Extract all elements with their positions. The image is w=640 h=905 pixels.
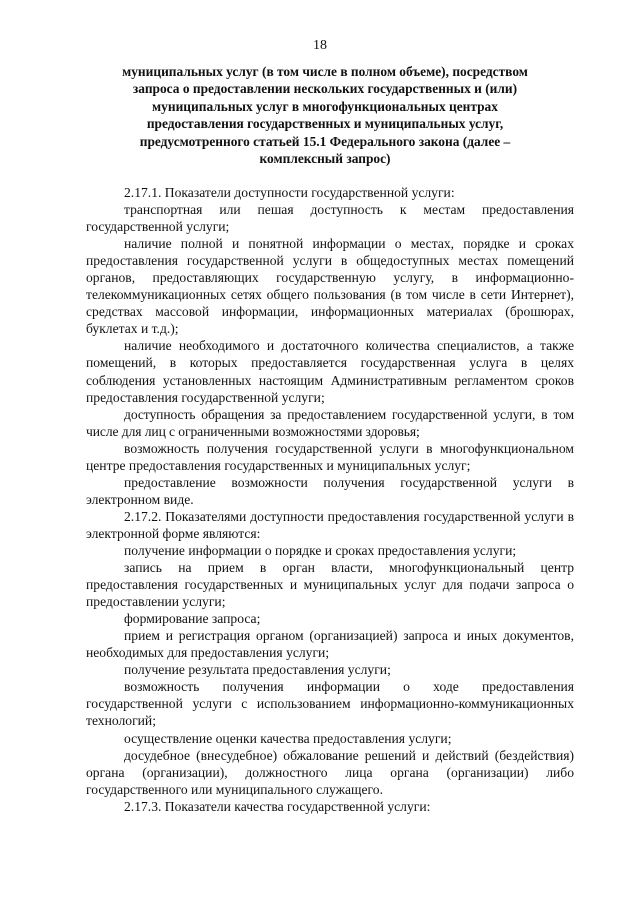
paragraph: получение информации о порядке и сроках предоставления услуги; bbox=[124, 542, 517, 558]
paragraph-2-17-3-title: 2.17.3. Показатели качества государственной услуги: bbox=[124, 798, 431, 814]
heading-line: запроса о предоставлении нескольких государственных и (или) bbox=[132, 81, 518, 97]
heading-line: предоставления государственных и муниципальных услуг, bbox=[146, 116, 504, 132]
paragraph: досудебное (внесудебное) обжалование решений и действий (бездействия) органа (организации), должностного лица органа (организации) либо государственного или муниципального служащего. bbox=[86, 747, 574, 797]
paragraph: прием и регистрация органом (организацией) запроса и иных документов, необходимых для предоставления услуги; bbox=[86, 628, 574, 661]
paragraph: запись на прием в орган власти, многофункциональный центр предоставления государственных и муниципальных услуг для подачи запроса о предоставлении услуги; bbox=[86, 560, 574, 610]
paragraph: доступность обращения за предоставлением государственной услуги, в том числе для лиц с ограниченными возможностями здоровья; bbox=[86, 406, 574, 439]
page-number: 18 bbox=[313, 38, 327, 53]
section-heading bbox=[90, 63, 560, 167]
paragraph: наличие полной и понятной информации о местах, порядке и сроках предоставления государственной услуги в общедоступных местах помещений органов, предоставляющих государственную услугу, в информационно-телекоммуникационных сетях общего пользования (в том числе в сети Интернет), средствах массовой информации, информационных материалах (брошюрах, буклетах и т.д.); bbox=[86, 236, 574, 337]
paragraph: формирование запроса; bbox=[124, 611, 261, 627]
paragraph: возможность получения государственной услуги в многофункциональном центре предоставления государственных и муниципальных услуг; bbox=[86, 440, 574, 473]
paragraph: получение результата предоставления услуги; bbox=[124, 662, 391, 678]
paragraph-2-17-2-title: 2.17.2. Показателями доступности предоставления государственной услуги в электронной форме являются: bbox=[86, 508, 574, 541]
paragraph-2-17-1-title: 2.17.1. Показатели доступности государственной услуги: bbox=[124, 185, 455, 200]
paragraph: возможность получения информации о ходе предоставления государственной услуги с использованием информационно-коммуникационных технологий; bbox=[86, 679, 574, 729]
paragraph: транспортная или пешая доступность к местам предоставления государственной услуги; bbox=[86, 202, 574, 235]
paragraph: осуществление оценки качества предоставления услуги; bbox=[124, 730, 452, 746]
body-text bbox=[86, 184, 574, 815]
heading-line: комплексный запрос) bbox=[259, 151, 391, 167]
heading-line: муниципальных услуг в многофункциональных центрах bbox=[152, 98, 498, 114]
paragraph: наличие необходимого и достаточного количества специалистов, а также помещений, в которых предоставляется государственная услуга в целях соблюдения установленных настоящим Административным регламентом сроков предоставления государственной услуги; bbox=[86, 338, 574, 405]
paragraph: предоставление возможности получения государственной услуги в электронном виде. bbox=[86, 474, 574, 507]
heading-line: предусмотренного статьей 15.1 Федерального закона (далее – bbox=[139, 133, 511, 149]
heading-line: муниципальных услуг (в том числе в полном объеме), посредством bbox=[122, 64, 528, 79]
